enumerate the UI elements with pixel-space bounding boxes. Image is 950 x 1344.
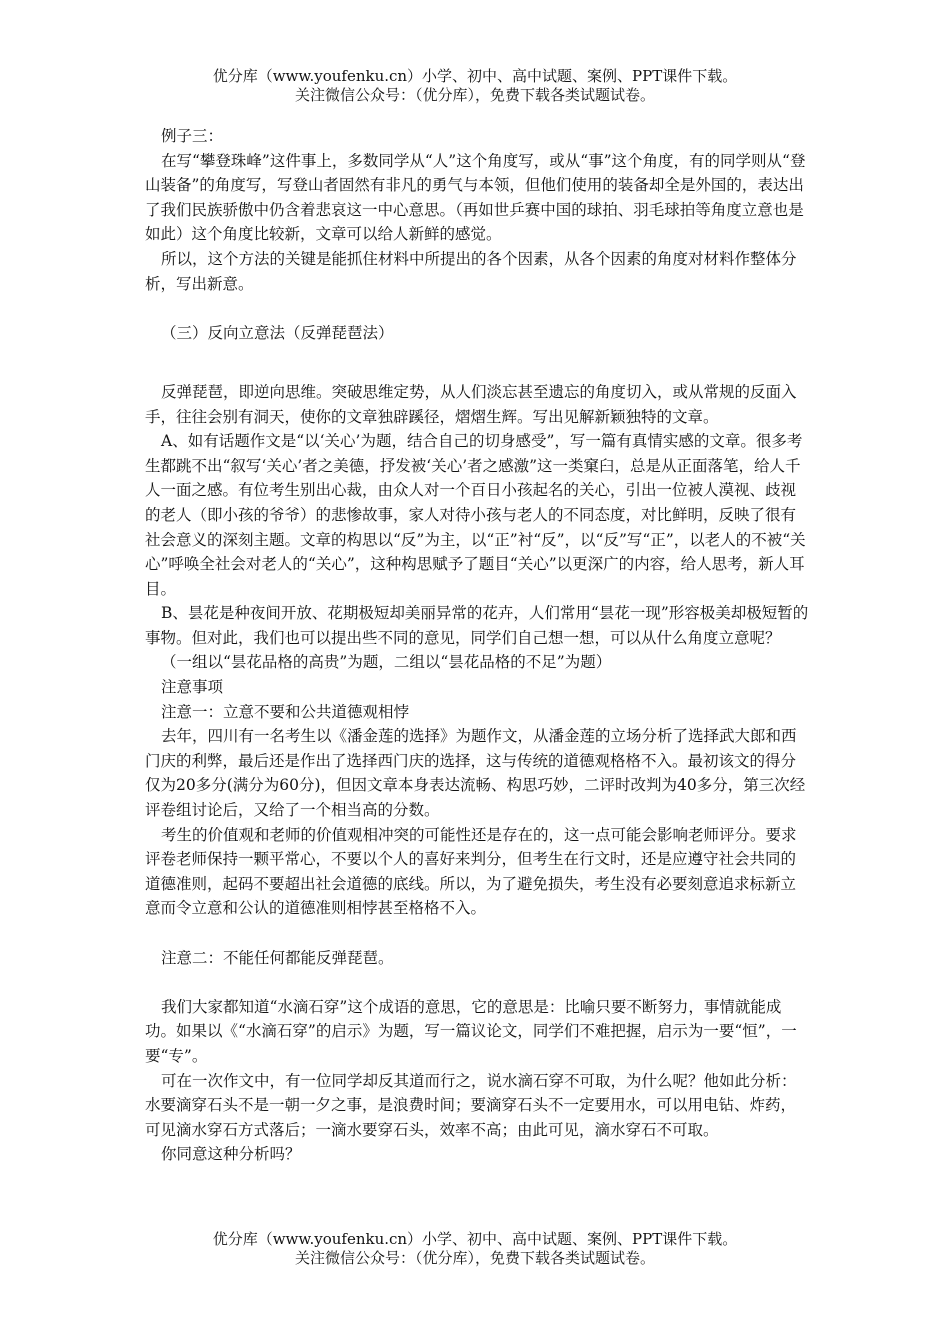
spacer (145, 370, 811, 380)
footer-line-2: 关注微信公众号：（优分库），免费下载各类试题试卷。 (294, 1249, 655, 1267)
example3-paragraph: 在写“攀登珠峰”这件事上，多数同学从“人”这个角度写，或从“事”这个角度，有的同学则从“登山装备”的角度写，写登山者固然有非凡的勇气与本领，但他们使用的装备却全是外国的，表达出了我们民族骄傲中仍含着悲哀这一中心意思。（再如世乒赛中国的球拍、羽毛球拍等角度立意也是如此）这个角度比较新，文章可以给人新鲜的感觉。 (145, 151, 806, 244)
item-a-paragraph: A、如有话题作文是“以‘关心’为题，结合自己的切身感受”，写一篇有真情实感的文章。很多考生都跳不出“叙写‘关心’者之美德，抒发被‘关心’者之感激”这一类窠臼，总是从正面落笔，给人千人一面之感。有位考生别出心裁，由众人对一个百日小孩起名的关心，引出一位被人漠视、歧视的老人（即小孩的爷爷）的悲惨故事，家人对待小孩与老人的不同态度，对比鲜明，反映了很有社会意义的深刻主题。文章的构思以“反”为主，以“正”衬“反”，以“反”写“正”，以老人的不被“关心”呼唤全社会对老人的“关心”，这种构思赋予了题目“关心”以更深广的内容，给人思考，新人耳目。 (145, 432, 806, 598)
spacer (145, 970, 811, 995)
header-line-2: 关注微信公众号：（优分库），免费下载各类试题试卷。 (294, 86, 655, 104)
footer-line-1: 优分库（www.youfenku.cn）小学、初中、高中试题、案例、PPT课件下载。 (212, 1230, 738, 1248)
header-line-1: 优分库（www.youfenku.cn）小学、初中、高中试题、案例、PPT课件下载。 (212, 67, 738, 85)
page-footer (0, 1230, 950, 1268)
note2-title: 注意二：不能任何都能反弹琵琶。 (161, 948, 394, 967)
note1-title: 注意一：立意不要和公共道德观相悖 (161, 702, 410, 721)
closing-question: 你同意这种分析吗？ (161, 1145, 301, 1164)
document-body (145, 124, 811, 1167)
note2-paragraph-1: 我们大家都知道“水滴石穿”这个成语的意思，它的意思是：比喻只要不断努力，事情就能成功。如果以《“水滴石穿”的启示》为题，写一篇议论文，同学们不难把握，启示为一要“恒”，一要“专”。 (145, 997, 797, 1065)
item-b-paragraph: B、昙花是种夜间开放、花期极短却美丽异常的花卉，人们常用“昙花一现”形容极美却极短暂的事物。但对此，我们也可以提出些不同的意见，同学们自己想一想，可以从什么角度立意呢？ (145, 604, 809, 647)
note2-paragraph-2: 可在一次作文中，有一位同学却反其道而行之，说水滴石穿不可取，为什么呢？他如此分析：水要滴穿石头不是一朝一夕之事，是浪费时间；要滴穿石头不一定要用水，可以用电钻、炸药，可见滴水穿石方式落后；一滴水要穿石头，效率不高；由此可见，滴水穿石不可取。 (145, 1071, 797, 1139)
spacer (145, 921, 811, 946)
conclusion-paragraph: 所以，这个方法的关键是能抓住材料中所提出的各个因素，从各个因素的角度对材料作整体分析，写出新意。 (145, 249, 797, 293)
section3-heading: （三）反向立意法（反弹琵琶法） (161, 323, 394, 342)
note1-paragraph-1: 去年，四川有一名考生以《潘金莲的选择》为题作文，从潘金莲的立场分析了选择武大郎和西门庆的利弊，最后还是作出了选择西门庆的选择，这与传统的道德观格格不入。最初该文的得分仅为20多分(满分为60分)，但因文章本身表达流畅、构思巧妙，二评时改判为40多分，第三次经评卷组讨论后，又给了一个相当高的分数。 (145, 727, 806, 820)
note1-paragraph-2: 考生的价值观和老师的价值观相冲突的可能性还是存在的，这一点可能会影响老师评分。要求评卷老师保持一颗平常心，不要以个人的喜好来判分，但考生在行文时，还是应遵守社会共同的道德准则，起码不要超出社会道德的底线。所以，为了避免损失，考生没有必要刻意追求标新立意而令立意和公认的道德准则相悖甚至格格不入。 (145, 825, 797, 918)
spacer (145, 345, 811, 370)
section3-intro-paragraph: 反弹琵琶，即逆向思维。突破思维定势，从人们淡忘甚至遗忘的角度切入，或从常规的反面入手，往往会别有洞天，使你的文章独辟蹊径，熠熠生辉。写出见解新颖独特的文章。 (145, 382, 797, 426)
page-header (0, 67, 950, 105)
groups-note: （一组以“昙花品格的高贵”为题，二组以“昙花品格的不足”为题） (161, 653, 612, 672)
spacer (145, 296, 811, 321)
example3-title: 例子三： (161, 127, 224, 145)
notes-heading: 注意事项 (161, 678, 224, 697)
